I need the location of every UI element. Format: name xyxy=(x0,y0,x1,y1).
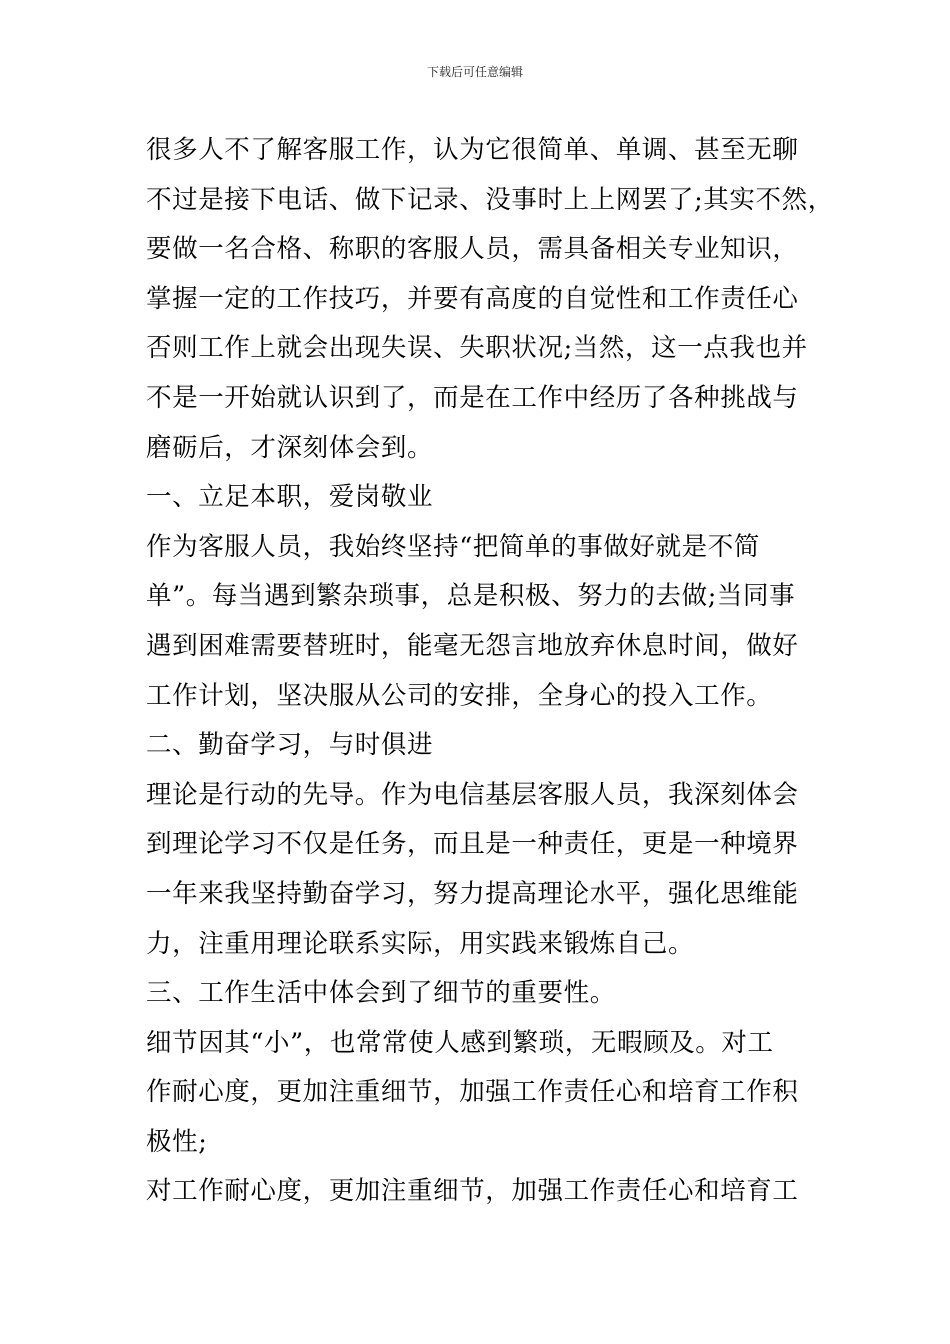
text-line: 对工作耐心度，更加注重细节，加强工作责任心和培育工 xyxy=(146,1176,799,1207)
text-line: 细节因其“小”，也常常使人感到繁琐，无暇顾及。对工 xyxy=(146,1027,774,1058)
text-line: 掌握一定的工作技巧，并要有高度的自觉性和工作责任心 xyxy=(146,283,799,314)
text-line: 理论是行动的先导。作为电信基层客服人员，我深刻体会 xyxy=(146,779,799,810)
section-heading: 二、勤奋学习，与时俱进 xyxy=(146,730,434,761)
text-line: 作耐心度，更加注重细节，加强工作责任心和培育工作积 xyxy=(146,1077,799,1108)
text-line: 不过是接下电话、做下记录、没事时上上网罢了;其实不然， xyxy=(146,184,834,215)
text-line: 遇到困难需要替班时，能毫无怨言地放弃休息时间，做好 xyxy=(146,630,799,661)
text-line: 极性; xyxy=(146,1126,208,1157)
text-line: 否则工作上就会出现失误、失职状况;当然，这一点我也并 xyxy=(146,333,808,364)
section-heading: 一、立足本职，爱岗敬业 xyxy=(146,482,434,513)
text-line: 不是一开始就认识到了，而是在工作中经历了各种挑战与 xyxy=(146,382,799,413)
page-header: 下载后可任意编辑 xyxy=(426,65,523,79)
section-heading: 三、工作生活中体会到了细节的重要性。 xyxy=(146,978,616,1009)
text-line: 力，注重用理论联系实际，用实践来锻炼自己。 xyxy=(146,928,695,959)
text-line: 工作计划，坚决服从公司的安排，全身心的投入工作。 xyxy=(146,680,773,711)
document-body xyxy=(146,126,846,1217)
text-line: 很多人不了解客服工作，认为它很简单、单调、甚至无聊 xyxy=(146,135,799,165)
text-line: 磨砺后，才深刻体会到。 xyxy=(146,432,434,463)
text-line: 到理论学习不仅是任务，而且是一种责任，更是一种境界 xyxy=(146,829,799,860)
text-line: 作为客服人员，我始终坚持“把简单的事做好就是不简 xyxy=(146,531,760,562)
text-line: 一年来我坚持勤奋学习，努力提高理论水平，强化思维能 xyxy=(146,878,799,909)
text-line: 单”。每当遇到繁杂琐事，总是积极、努力的去做;当同事 xyxy=(146,581,796,612)
text-line: 要做一名合格、称职的客服人员，需具备相关专业知识， xyxy=(146,234,799,265)
